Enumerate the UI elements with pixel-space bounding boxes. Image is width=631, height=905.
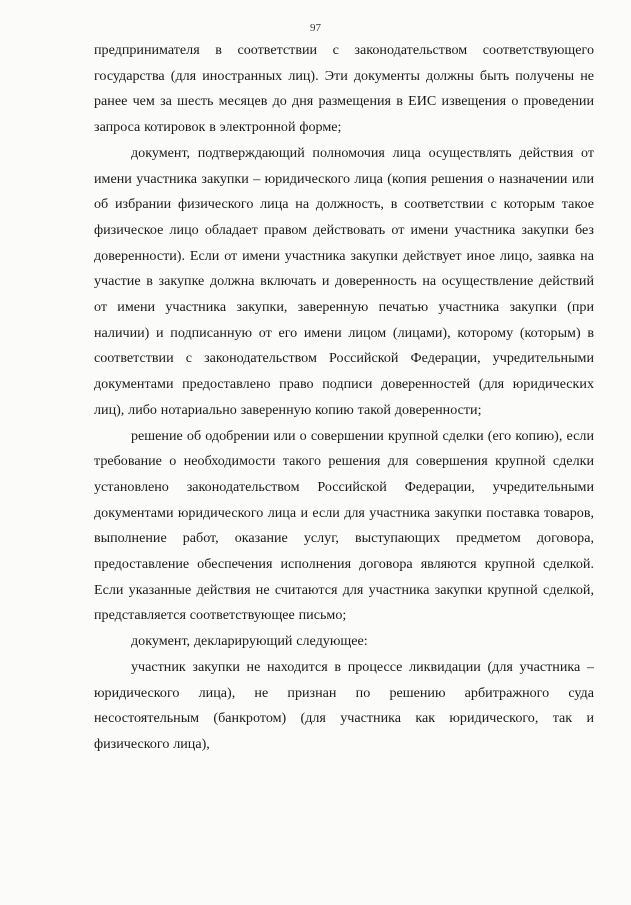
page-number: 97	[310, 22, 321, 34]
paragraph-continuation: предпринимателя в соответствии с законодательством соответствующего государства (для иностранных лиц). Эти документы должны быть получены не ранее чем за шесть месяцев до дня размещения в ЕИС извещения о проведении запроса котировок в электронной форме;	[94, 42, 594, 136]
paragraph-major-transaction: решение об одобрении или о совершении крупной сделки (его копию), если требование о необходимости такого решения для совершения крупной сделки установлено законодательством Российской Федерации, учредительными документами юридического лица и если для участника закупки поставка товаров, выполнение работ, оказание услуг, выступающих предметом договора, предоставление обеспечения исполнения договора являются крупной сделкой. Если указанные действия не считаются для участника закупки крупной сделкой, представляется соответствующее письмо;	[94, 427, 594, 624]
paragraph-declaration-intro: документ, декларирующий следующее:	[131, 633, 368, 650]
body-text	[94, 38, 594, 758]
paragraph-authority-document: документ, подтверждающий полномочия лица осуществлять действия от имени участника закупки – юридического лица (копия решения о назначении или об избрании физического лица на должность, в соответствии с которым такое физическое лицо обладает правом действовать от имени участника закупки без доверенности). Если от имени участника закупки действует иное лицо, заявка на участие в закупке должна включать и доверенность на осуществление действий от имени участника закупки, заверенную печатью участника закупки (при наличии) и подписанную от его имени лицом (лицами), которому (которым) в соответствии с законодательством Российской Федерации, учредительными документами предоставлено право подписи доверенностей (для юридических лиц), либо нотариально заверенную копию такой доверенности;	[94, 144, 594, 418]
paragraph-liquidation: участник закупки не находится в процессе ликвидации (для участника – юридического лица), не признан по решению арбитражного суда несостоятельным (банкротом) (для участника как юридического, так и физического лица),	[94, 658, 594, 752]
